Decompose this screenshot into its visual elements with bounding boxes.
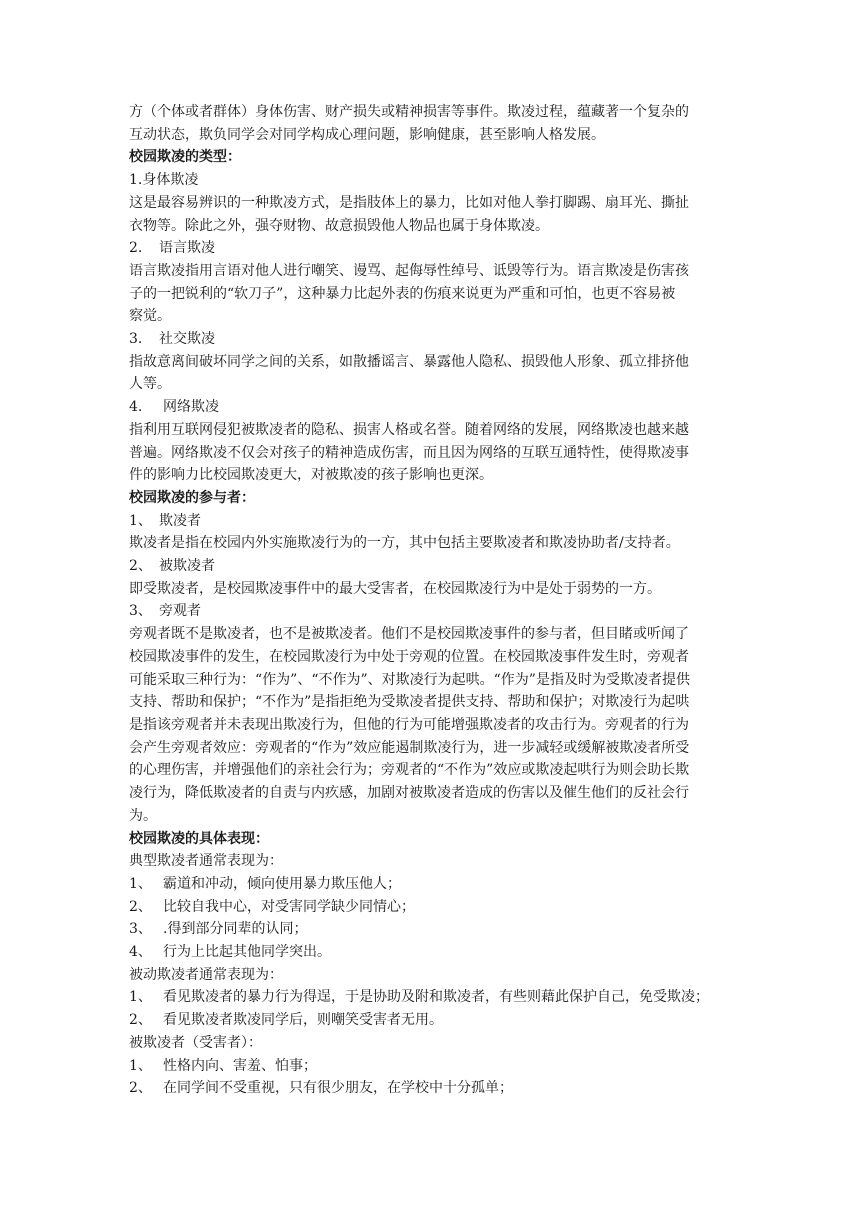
list-item [129,1009,731,1032]
intro-line: 方（个体或者群体）身体伤害、财产损失或精神损害等事件。欺凌过程，蕴藏著一个复杂的 [129,104,689,120]
group-label: 被动欺凌者通常表现为： [129,966,283,983]
item-title: 网络欺凌 [163,399,219,416]
type-item-title [129,328,731,351]
item-text: .得到部分同辈的认同； [163,921,308,938]
list-item [129,873,731,896]
group-label: 被欺凌者（受害者）： [129,1034,262,1051]
section-heading-manifest: 校园欺凌的具体表现： [129,830,269,847]
body-line: 支持、帮助和保护；“不作为”是指拒绝为受欺凌者提供支持、帮助和保护；对欺凌行为起哄 [129,694,690,711]
item-number: 2、 [129,898,152,915]
body-line: 欺凌者是指在校园内外实施欺凌行为的一方，其中包括主要欺凌者和欺凌协助者/支持者。 [129,535,680,552]
body-line: 指利用互联网侵犯被欺凌者的隐私、损害人格或名誉。随着网络的发展，网络欺凌也越来越 [129,421,689,438]
body-line: 指故意离间破坏同学之间的关系，如散播谣言、暴露他人隐私、损毁他人形象、孤立排挤他 [129,353,689,370]
item-text: 看见欺凌者欺凌同学后，则嘲笑受害者无用。 [163,1012,443,1029]
body-line: 语言欺凌指用言语对他人进行嘲笑、谩骂、起侮辱性绰号、诋毁等行为。语言欺凌是伤害孩 [129,262,689,279]
body-line: 衣物等。除此之外，强夺财物、故意损毁他人物品也属于身体欺凌。 [129,217,549,234]
item-text: 霸道和冲动，倾向使用暴力欺压他人； [163,875,401,892]
item-title: 被欺凌者 [159,558,215,575]
section-heading-types: 校园欺凌的类型： [129,149,241,166]
body-line: 子的一把锐利的“软刀子”，这种暴力比起外表的伤痕来说更为严重和可怕，也更不容易被 [129,285,676,302]
item-number: 1、 [129,512,152,529]
item-number: 2、 [129,1012,152,1029]
item-number: 2. [129,240,143,257]
participant-title [129,600,731,623]
item-number: 1、 [129,875,152,892]
body-line: 是指该旁观者并未表现出欺凌行为，但他的行为可能增强欺凌者的攻击行为。旁观者的行为 [129,716,689,733]
item-text: 在同学间不受重视，只有很少朋友，在学校中十分孤单； [163,1080,513,1097]
document-page [129,101,731,1100]
body-line: 察觉。 [129,308,171,325]
item-title: 旁观者 [159,603,201,620]
list-item [129,918,731,941]
item-number: 3、 [129,603,152,620]
item-number: 4. [129,399,143,416]
item-number: 4、 [129,944,152,961]
intro-line: 互动状态，欺负同学会对同学构成心理问题，影响健康，甚至影响人格发展。 [129,126,605,143]
body-line: 人等。 [129,376,171,393]
item-number: 3. [129,331,143,348]
item-number: 2、 [129,558,152,575]
list-item [129,941,731,964]
item-number: 1、 [129,1057,152,1074]
item-title: 欺凌者 [159,512,201,529]
body-line: 为。 [129,807,157,824]
body-line: 会产生旁观者效应：旁观者的“作为”效应能遏制欺凌行为，进一步减轻或缓解被欺凌者所受 [129,739,690,756]
item-text: 性格内向、害羞、怕事； [163,1057,317,1074]
body-line: 可能采取三种行为：“作为”、“不作为”、对欺凌行为起哄。“作为”是指及时为受欺凌者提供 [129,671,690,688]
list-item [129,1055,731,1078]
body-line: 的心理伤害，并增强他们的亲社会行为；旁观者的“不作为”效应或欺凌起哄行为则会助长欺 [129,762,690,779]
body-line: 校园欺凌事件的发生，在校园欺凌行为中处于旁观的位置。在校园欺凌事件发生时，旁观者 [129,648,689,665]
item-title: 身体欺凌 [142,172,199,189]
item-text: 行为上比起其他同学突出。 [163,944,331,961]
list-item [129,896,731,919]
section-heading-participants: 校园欺凌的参与者： [129,489,255,506]
type-item-title [129,396,731,419]
body-line: 普遍。网络欺凌不仅会对孩子的精神造成伤害，而且因为网络的互联互通特性，使得欺凌事 [129,444,689,461]
item-number: 2、 [129,1080,152,1097]
body-line: 这是最容易辨识的一种欺凌方式，是指肢体上的暴力，比如对他人拳打脚踢、扇耳光、撕扯 [129,194,689,211]
item-title: 社交欺凌 [159,331,215,348]
item-text: 看见欺凌者的暴力行为得逞，于是协助及附和欺凌者，有些则藉此保护自己，免受欺凌； [163,989,709,1006]
list-item [129,1077,731,1100]
type-item-title [129,169,731,192]
body-line: 凌行为，降低欺凌者的自责与内疚感，加剧对被欺凌者造成的伤害以及催生他们的反社会行 [129,785,689,802]
item-text: 比较自我中心，对受害同学缺少同情心； [163,898,415,915]
body-line: 即受欺凌者，是校园欺凌事件中的最大受害者，在校园欺凌行为中是处于弱势的一方。 [129,580,661,597]
item-number: 1、 [129,989,152,1006]
item-number: 1. [129,172,143,189]
body-line: 件的影响力比校园欺凌更大，对被欺凌的孩子影响也更深。 [129,467,493,484]
participant-title [129,555,731,578]
item-title: 语言欺凌 [159,240,215,257]
group-label: 典型欺凌者通常表现为： [129,853,283,870]
body-line: 旁观者既不是欺凌者，也不是被欺凌者。他们不是校园欺凌事件的参与者，但目睹或听闻了 [129,626,689,643]
participant-title [129,510,731,533]
type-item-title [129,237,731,260]
list-item [129,986,731,1009]
item-number: 3、 [129,921,152,938]
